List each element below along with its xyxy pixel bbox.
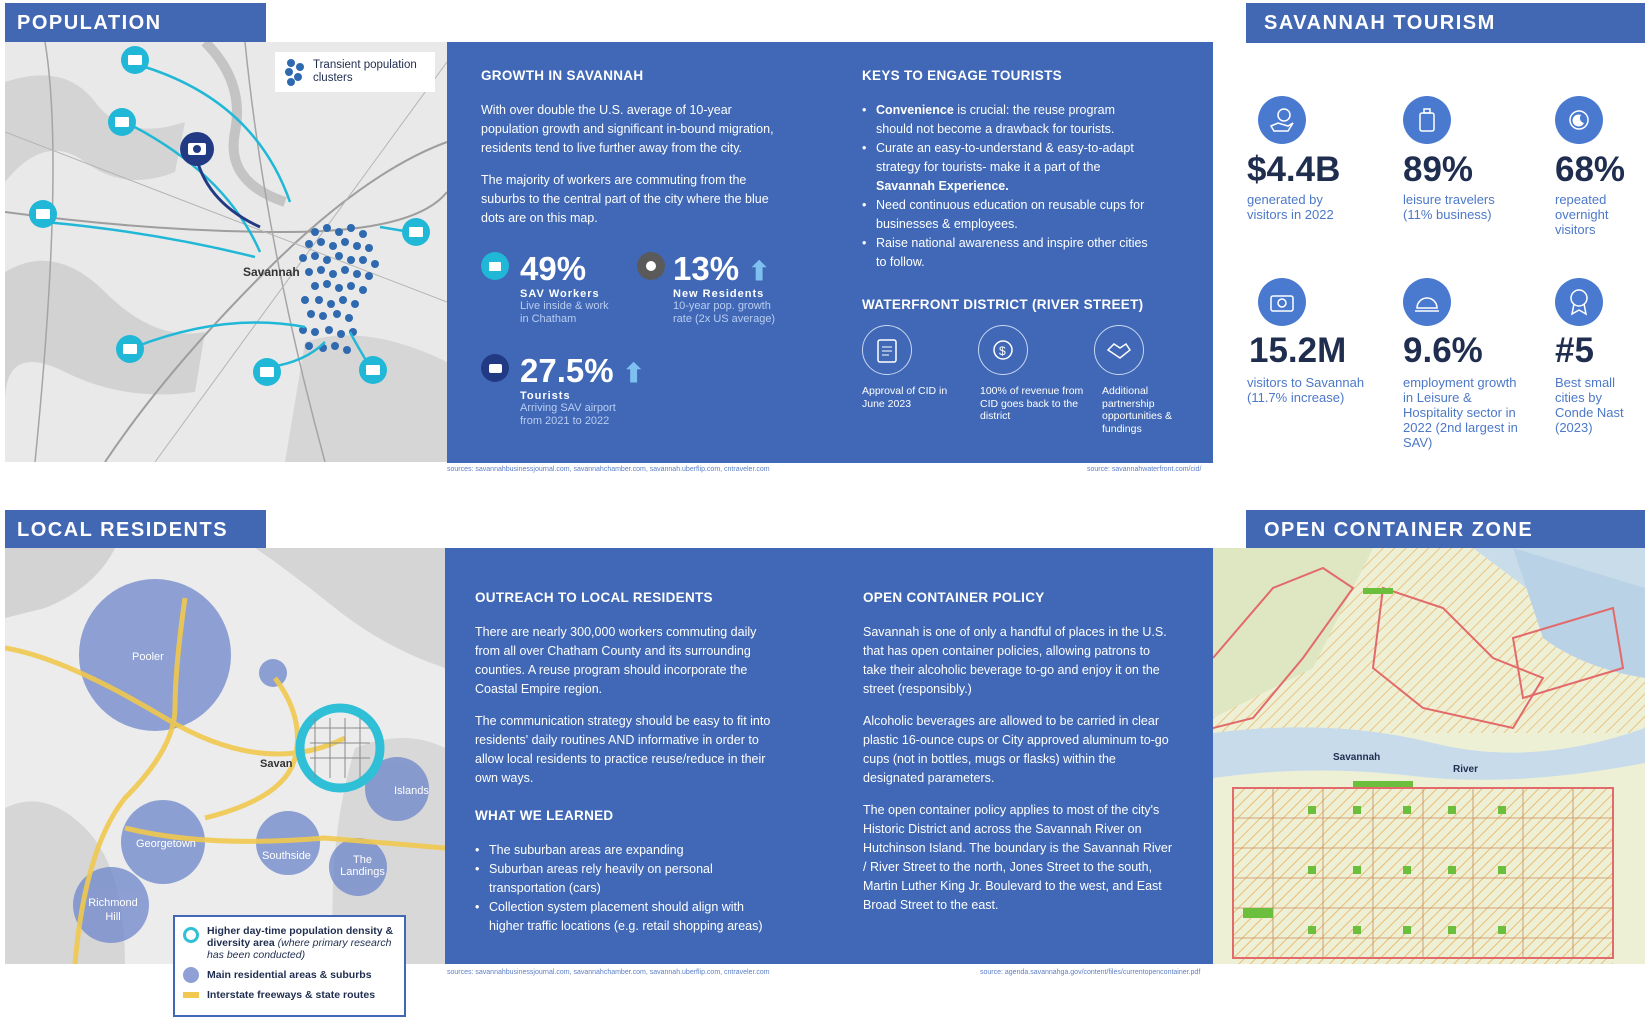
stat-sav-workers-value: 49% xyxy=(520,250,587,287)
handshake-icon xyxy=(1094,325,1144,375)
stat-sav-workers-sub: Live inside & work in Chatham xyxy=(520,300,609,325)
camera-icon xyxy=(1258,278,1306,326)
local-residents-map-graphic xyxy=(5,548,445,964)
growth-paragraph-1: With over double the U.S. average of 10-year population growth and significant in-bound migration, residents tend to live further away from the city. xyxy=(481,103,774,155)
source-bottom-left: sources: savannahbusinessjournal.com, savannahchamber.com, savannah.uberflip.com, cntraveler.com xyxy=(447,969,770,976)
svg-text:$: $ xyxy=(999,344,1006,358)
policy-title: OPEN CONTAINER POLICY xyxy=(863,590,1045,605)
map-label-southside: Southside xyxy=(262,850,311,862)
repeat-moon-icon xyxy=(1555,96,1603,144)
waterfront-caption-1: Approval of CID in June 2023 xyxy=(862,385,948,410)
legend-residential-label: Main residential areas & suburbs xyxy=(207,969,372,981)
keys-list xyxy=(862,101,1152,272)
keys-item: • Need continuous education on reusable cups for businesses & employees. xyxy=(862,196,1152,234)
learned-list xyxy=(475,841,775,936)
tourism-stat-6-value: #5 xyxy=(1555,331,1594,370)
open-container-zone-header: OPEN CONTAINER ZONE xyxy=(1246,510,1645,550)
tourism-stat-1-desc: generated by visitors in 2022 xyxy=(1247,192,1334,222)
local-residents-legend xyxy=(173,915,406,1017)
keys-item: • Convenience is crucial: the reuse program should not become a drawback for tourists. xyxy=(862,101,1152,139)
tourism-stat-5-value: 9.6% xyxy=(1403,331,1483,370)
outreach-panel xyxy=(445,548,1213,964)
stat-tourists-value: 27.5% ⬆ xyxy=(520,352,645,389)
learned-item: • Suburban areas rely heavily on personal transportation (cars) xyxy=(475,860,775,898)
map-label-richmond-hill: Richmond Hill xyxy=(88,897,138,923)
up-arrow-icon: ⬆ xyxy=(748,256,771,286)
tourism-stat-5-desc: employment growth in Leisure & Hospitality sector in 2022 (2nd largest in SAV) xyxy=(1403,375,1518,450)
yellow-bar-icon xyxy=(183,992,199,998)
tourism-header: SAVANNAH TOURISM xyxy=(1246,3,1645,43)
population-map-graphic xyxy=(5,42,447,462)
source-bottom-right: source: agenda.savannahga.gov/content/files/currentopencontainer.pdf xyxy=(980,969,1201,976)
people-icon xyxy=(637,252,665,280)
money-hand-icon xyxy=(1258,96,1306,144)
camera-icon xyxy=(481,354,509,382)
tourism-stat-2-value: 89% xyxy=(1403,150,1474,189)
tourism-stat-4-value: 15.2M xyxy=(1249,331,1347,370)
award-ribbon-icon xyxy=(1555,278,1603,326)
stat-sav-workers-label: SAV Workers xyxy=(520,288,600,300)
tourism-stat-4-desc: visitors to Savannah (11.7% increase) xyxy=(1247,375,1365,405)
map-label-savannah-river-2: River xyxy=(1453,764,1479,775)
legend-density-label: Higher day-time population density & diversity area (where primary research has been conducted) xyxy=(207,925,394,961)
stat-tourists-label: Tourists xyxy=(520,390,571,402)
keys-item: • Raise national awareness and inspire other cities to follow. xyxy=(862,234,1152,272)
service-bell-icon xyxy=(1403,278,1451,326)
map-label-savannah: Savan xyxy=(260,758,293,770)
learned-item: • The suburban areas are expanding xyxy=(475,841,775,860)
open-container-map-graphic xyxy=(1213,548,1645,964)
legend-freeway-label: Interstate freeways & state routes xyxy=(207,989,376,1001)
growth-title: GROWTH IN SAVANNAH xyxy=(481,68,644,83)
outreach-paragraph-2: The communication strategy should be easy to fit into residents' daily routines AND informative in order to allow local residents to practice reuse/reduce in their own ways. xyxy=(475,714,771,785)
tourism-stat-1-value: $4.4B xyxy=(1247,150,1341,189)
keys-title: KEYS TO ENGAGE TOURISTS xyxy=(862,68,1062,83)
tourism-stat-6-desc: Best small cities by Conde Nast (2023) xyxy=(1555,375,1624,435)
map-label-georgetown: Georgetown xyxy=(136,838,196,850)
map-label-islands: Islands xyxy=(394,785,429,797)
local-residents-header: LOCAL RESIDENTS xyxy=(5,510,266,550)
transient-clusters-label: Transient population clusters xyxy=(313,59,417,84)
stat-new-residents-label: New Residents xyxy=(673,288,765,300)
policy-paragraph-1: Savannah is one of only a handful of places in the U.S. that has open container policies, allowing patrons to take their alcoholic beverage to-go and enjoy it on the street (responsibly.) xyxy=(863,625,1167,696)
policy-paragraph-2: Alcoholic beverages are allowed to be carried in clear plastic 16-ounce cups or City approved aluminum to-go cups (not in bottles, mugs or flasks) within the designated parameters. xyxy=(863,714,1169,785)
open-container-map xyxy=(1213,548,1645,964)
up-arrow-icon: ⬆ xyxy=(622,358,645,388)
policy-paragraph-3: The open container policy applies to most of the city's Historic District and across the Savannah River on Hutchinson Island. The boundary is the Savannah River / River Street to the north, Jones Street to the south, Martin Luther King Jr. Boulevard to the west, and East Broad Street to the east. xyxy=(863,803,1172,912)
revenue-cycle-icon xyxy=(978,325,1028,375)
blue-circle-icon xyxy=(183,967,199,983)
learned-title: WHAT WE LEARNED xyxy=(475,808,614,823)
outreach-title: OUTREACH TO LOCAL RESIDENTS xyxy=(475,590,713,605)
outreach-paragraph-1: There are nearly 300,000 workers commuting daily from all over Chatham County and its surrounding counties. A reuse program should incorporate the Coastal Empire region. xyxy=(475,625,757,696)
tourism-stat-3-value: 68% xyxy=(1555,150,1626,189)
map-city-label: Savannah xyxy=(243,265,300,279)
stat-new-residents-value: 13% ⬆ xyxy=(673,250,771,287)
tourism-stat-3-desc: repeated overnight visitors xyxy=(1555,192,1609,237)
stat-tourists-sub: Arriving SAV airport from 2021 to 2022 xyxy=(520,402,616,427)
luggage-icon xyxy=(1403,96,1451,144)
tourism-stat-2-desc: leisure travelers (11% business) xyxy=(1403,192,1495,222)
map-label-pooler: Pooler xyxy=(132,651,164,663)
growth-panel xyxy=(447,42,1213,463)
population-map xyxy=(5,42,447,462)
source-top-right: source: savannahwaterfront.com/cid/ xyxy=(1087,466,1202,473)
local-residents-map xyxy=(5,548,445,964)
waterfront-caption-2: 100% of revenue from CID goes back to the district xyxy=(980,385,1084,422)
population-growth-header: POPULATION xyxy=(5,3,266,43)
map-label-savannah-river-1: Savannah xyxy=(1333,752,1381,763)
growth-paragraph-2: The majority of workers are commuting from the suburbs to the central part of the city where the blue dots are on this map. xyxy=(481,173,769,225)
briefcase-icon xyxy=(481,252,509,280)
waterfront-title: WATERFRONT DISTRICT (RIVER STREET) xyxy=(862,297,1144,312)
source-top-left: sources: savannahbusinessjournal.com, savannahchamber.com, savannah.uberflip.com, cntraveler.com xyxy=(447,466,770,473)
cyan-ring-icon xyxy=(183,927,199,943)
stat-new-residents-sub: 10-year pop. growth rate (2x US average) xyxy=(673,300,776,325)
keys-item: • Curate an easy-to-understand & easy-to-adapt strategy for tourists- make it a part of the Savannah Experience. xyxy=(862,139,1152,196)
transient-clusters-legend xyxy=(275,52,435,92)
waterfront-caption-3: Additional partnership opportunities & fundings xyxy=(1102,385,1173,435)
clipboard-icon xyxy=(862,325,912,375)
cluster-dots-icon xyxy=(283,58,307,86)
map-label-the-landings: The Landings xyxy=(340,854,385,878)
learned-item: • Collection system placement should align with higher traffic locations (e.g. retail shopping areas) xyxy=(475,898,775,936)
